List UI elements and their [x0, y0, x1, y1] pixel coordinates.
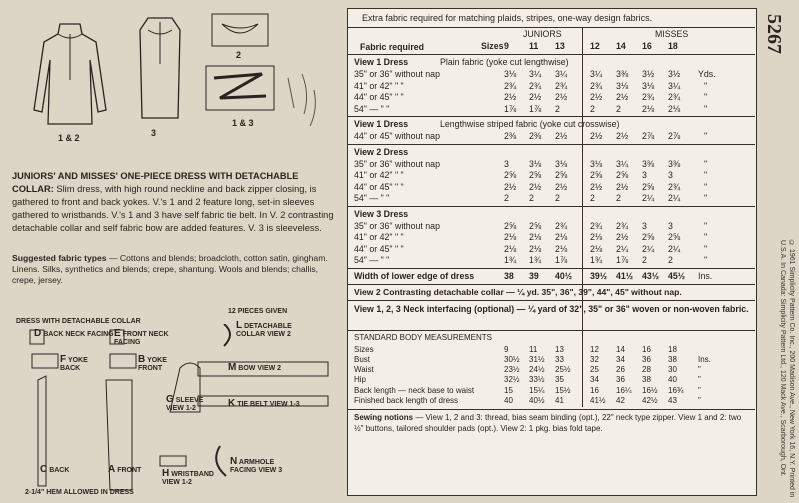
piece-letter-d: D: [34, 328, 42, 339]
piece-text-m: BOW VIEW 2: [238, 365, 282, 372]
ditto-mark: ": [704, 255, 708, 265]
value-cell: 2: [590, 193, 595, 203]
value-cell: 2½: [529, 92, 542, 102]
dress-sketch-3: [130, 14, 190, 124]
width-label: 35" or 36" without nap: [354, 69, 440, 79]
piece-label-l: [236, 322, 296, 339]
value-cell: 2⅝: [590, 170, 603, 180]
piece-label-a: [108, 466, 141, 475]
value-cell: 2⅝: [504, 170, 517, 180]
width-label: 41" or 42" " ": [354, 170, 404, 180]
value-cell: 1¾: [529, 255, 542, 265]
view-note: Plain fabric (yoke cut lengthwise): [440, 57, 569, 67]
body-unit: ": [698, 375, 701, 385]
piece-text-k: TIE BELT VIEW 1-3: [237, 401, 300, 408]
body-row-label: Finished back length of dress: [354, 396, 459, 405]
value-cell: 2¾: [590, 80, 603, 91]
juniors-label: JUNIORS: [523, 29, 562, 39]
value-cell: 2½: [529, 181, 542, 192]
body-unit: Ins.: [698, 354, 711, 364]
piece-text-n: ARMHOLE FACING VIEW 3: [230, 459, 283, 474]
width-lower-value: 39: [529, 270, 539, 281]
value-cell: 3¼: [616, 158, 629, 169]
body-value: 26: [616, 365, 625, 375]
body-measurements-title: STANDARD BODY MEASUREMENTS: [354, 332, 492, 342]
width-label: 41" or 42" " ": [354, 80, 404, 91]
view-title: View 2 Dress: [354, 146, 409, 157]
value-cell: 3¼: [668, 80, 681, 91]
description-title: JUNIORS' AND MISSES' ONE-PIECE DRESS WITH DETACHABLE COLLAR:: [12, 171, 299, 194]
value-cell: 3⅜: [616, 69, 629, 79]
piece-text-a: FRONT: [117, 467, 142, 474]
ditto-mark: ": [704, 92, 708, 102]
width-lower-value: 38: [504, 270, 514, 281]
value-cell: 2½: [590, 131, 603, 141]
value-cell: 1⅞: [616, 255, 629, 265]
width-label: 54" — " ": [354, 103, 390, 114]
ditto-mark: ": [704, 103, 708, 114]
body-value: 32: [590, 354, 599, 364]
value-cell: 3¼: [590, 69, 603, 79]
size-11: 11: [529, 41, 539, 51]
view-title: View 1 Dress: [354, 119, 409, 129]
value-cell: 2⅛: [590, 232, 603, 242]
value-cell: 2⅛: [590, 243, 603, 254]
chart-header-note: Extra fabric required for matching plaids, stripes, one-way design fabrics.: [362, 13, 653, 23]
body-value: 38: [642, 375, 651, 385]
body-value: 41½: [590, 396, 606, 405]
value-cell: 2⅜: [504, 131, 517, 141]
sewing-notions-label: Sewing notions: [354, 413, 414, 423]
view-title: View 1 Dress: [354, 57, 409, 67]
body-unit: ": [698, 385, 701, 395]
value-cell: 2⅞: [642, 131, 655, 141]
pieces-count: 12 PIECES GIVEN: [228, 308, 288, 315]
ditto-mark: ": [704, 232, 708, 242]
value-cell: 2⅛: [555, 232, 568, 242]
body-value: 30: [668, 365, 677, 375]
width-label: 44" or 45" " ": [354, 92, 404, 102]
value-cell: 2¼: [642, 193, 655, 203]
value-cell: 2½: [590, 181, 603, 192]
value-cell: 3: [642, 220, 647, 231]
value-cell: 1¾: [504, 255, 517, 265]
value-cell: 2⅝: [504, 220, 517, 231]
copyright-text: © 1961 Simplicity Pattern Co. Inc., 200 Madison Ave., New York 16, N.Y. Printed in U.S.A. In Canada: Simplicity Pattern Ltd., 120 Mack Ave., Scarborough, Ont.: [779, 240, 795, 498]
width-lower-value: 39½: [590, 270, 608, 281]
piece-letter-k: K: [228, 398, 236, 409]
body-value: 12: [590, 344, 599, 354]
piece-label-m: [228, 364, 328, 373]
size-18: 18: [668, 41, 678, 51]
piece-letter-a: A: [108, 464, 116, 475]
body-value: 42: [616, 396, 625, 405]
value-cell: 2⅛: [642, 103, 655, 114]
body-value: 15½: [555, 385, 571, 395]
value-cell: 2: [504, 193, 509, 203]
value-cell: 2⅛: [529, 243, 542, 254]
view-note: Lengthwise striped fabric (yoke cut crosswise): [440, 119, 620, 129]
value-cell: 1¾: [590, 255, 603, 265]
body-row-label: Waist: [354, 365, 374, 375]
value-cell: 2¼: [668, 193, 681, 203]
ditto-mark: ": [704, 158, 708, 169]
body-value: 36: [642, 354, 651, 364]
value-cell: 1⅞: [529, 103, 542, 114]
value-cell: 2½: [504, 92, 517, 102]
value-cell: 2½: [616, 181, 629, 192]
sewing-notions-text: — View 1, 2 and 3: thread, bias seam binding (opt.), 22" neck type zipper. View 1 and 2: two ½" buttons, tailored shoulder pads (opt.). View 2: 1 pkg. bias fold tape.: [354, 413, 742, 434]
width-lower-value: 41½: [616, 270, 634, 281]
width-label: 44" or 45" without nap: [354, 131, 440, 141]
value-cell: 3½: [668, 69, 681, 79]
description-body: Slim dress, with high round neckline and back zipper closing, is gathered to front and back yokes. V.'s 1 and 2 feature long, set-in sleeves gathered to wristbands. V.'s 1 and 3 have self fabric tie belt. In V. 2 contrasting detachable collar and self fabric bow are added features. V. 3 is sleeveless.: [12, 184, 334, 233]
pattern-number: 5267: [763, 14, 785, 54]
piece-text-h: WRISTBAND VIEW 1-2: [162, 471, 214, 486]
ditto-mark: ": [704, 220, 708, 231]
value-cell: 2½: [616, 131, 629, 141]
body-row-label: Sizes: [354, 344, 374, 354]
width-lower-value: 43½: [642, 270, 660, 281]
value-cell: 2⅛: [504, 243, 517, 254]
value-cell: 2½: [504, 181, 517, 192]
interfacing-line: View 1, 2, 3 Neck interfacing (optional) — ¼ yard of 32", 35" or 36" woven or non-woven fabric.: [354, 303, 749, 314]
ditto-mark: ": [704, 131, 708, 141]
value-cell: 2¾: [504, 80, 517, 91]
width-label: 54" — " ": [354, 193, 390, 203]
piece-label-d: [34, 330, 114, 339]
width-label: 41" or 42" " ": [354, 232, 404, 242]
value-cell: 3⅛: [555, 158, 568, 169]
width-lower-label: Width of lower edge of dress: [354, 270, 475, 281]
body-value: 33: [555, 354, 564, 364]
value-cell: 3⅛: [616, 80, 629, 91]
value-cell: 2⅝: [529, 170, 542, 180]
body-value: 18: [668, 344, 677, 354]
body-value: 38: [668, 354, 677, 364]
body-value: 40: [504, 396, 513, 405]
piece-letter-f: F: [60, 354, 67, 365]
value-cell: 2¾: [668, 92, 681, 102]
value-cell: 2⅝: [555, 170, 568, 180]
body-value: 42½: [642, 396, 658, 405]
size-13: 13: [555, 41, 565, 51]
body-value: 43: [668, 396, 677, 405]
piece-label-f: [60, 356, 100, 373]
value-cell: 2¾: [555, 80, 568, 91]
ditto-mark: ": [704, 170, 708, 180]
body-value: 32½: [504, 375, 520, 385]
fig-label-1-3: 1 & 3: [232, 118, 254, 128]
piece-letter-m: M: [228, 362, 237, 373]
ditto-mark: ": [704, 80, 708, 91]
piece-text-b: YOKE FRONT: [138, 357, 167, 372]
yds-label: Yds.: [698, 69, 716, 79]
value-cell: 2⅝: [642, 232, 655, 242]
width-lower-value: 45½: [668, 270, 686, 281]
dress-sketch-1-2: [30, 20, 110, 130]
value-cell: 2: [668, 255, 673, 265]
piece-text-e: FRONT NECK FACING: [114, 331, 169, 346]
width-lower-value: 40½: [555, 270, 573, 281]
body-value: 30½: [504, 354, 520, 364]
body-value: 16¼: [616, 385, 632, 395]
value-cell: 2: [529, 193, 534, 203]
fabric-chart: [347, 8, 757, 496]
value-cell: 2⅝: [668, 232, 681, 242]
fig-label-2: 2: [236, 50, 242, 60]
value-cell: 2¾: [616, 220, 629, 231]
value-cell: 2⅛: [529, 232, 542, 242]
piece-text-c: BACK: [49, 467, 70, 474]
piece-letter-l: L: [236, 320, 243, 331]
body-value: 23½: [504, 365, 520, 375]
piece-text-d: BACK NECK FACING: [43, 331, 114, 338]
body-value: 15: [504, 385, 513, 395]
value-cell: 2½: [555, 131, 568, 141]
value-cell: 3¼: [529, 69, 542, 79]
size-16: 16: [642, 41, 652, 51]
value-cell: 2½: [616, 232, 629, 242]
value-cell: 2⅝: [529, 220, 542, 231]
value-cell: 2½: [590, 92, 603, 102]
piece-letter-b: B: [138, 354, 146, 365]
value-cell: 2¼: [642, 243, 655, 254]
value-cell: 3⅛: [590, 158, 603, 169]
misses-label: MISSES: [655, 29, 689, 39]
body-value: 40½: [529, 396, 545, 405]
value-cell: 2⅝: [616, 170, 629, 180]
body-value: 28: [642, 365, 651, 375]
body-value: 11: [529, 344, 538, 354]
ditto-mark: ": [704, 243, 708, 254]
piece-label-h: [162, 470, 222, 487]
value-cell: 2½: [616, 92, 629, 102]
value-cell: 3: [504, 158, 509, 169]
ditto-mark: ": [704, 181, 708, 192]
value-cell: 2⅝: [642, 181, 655, 192]
ditto-mark: ": [704, 193, 708, 203]
value-cell: 2¾: [529, 80, 542, 91]
fabric-types-text: — Cottons and blends; broadcloth, cotton satin, gingham. Linens. Silks, synthetics and blends; crepe, shantung. Wools and blends; challis, crepe, jersey.: [12, 253, 328, 286]
body-value: 35: [555, 375, 564, 385]
value-cell: 2¾: [668, 181, 681, 192]
hem-note: 2-1/4" HEM ALLOWED IN DRESS: [25, 489, 134, 496]
value-cell: 3: [642, 170, 647, 180]
body-unit: ": [698, 396, 701, 405]
fabric-types: [12, 253, 338, 287]
value-cell: 2¾: [590, 220, 603, 231]
body-unit: ": [698, 365, 701, 375]
body-value: 31½: [529, 354, 545, 364]
value-cell: 2: [555, 103, 560, 114]
width-label: 44" or 45" " ": [354, 181, 404, 192]
size-9: 9: [504, 41, 509, 51]
value-cell: 2: [590, 103, 595, 114]
body-value: 25½: [555, 365, 571, 375]
value-cell: 2⅜: [529, 131, 542, 141]
body-value: 41: [555, 396, 564, 405]
body-value: 16: [590, 385, 599, 395]
body-value: 33½: [529, 375, 545, 385]
piece-letter-g: G: [166, 394, 174, 405]
sewing-notions: [354, 412, 750, 434]
value-cell: 2: [642, 255, 647, 265]
piece-label-c: [40, 466, 69, 475]
width-label: 35" or 36" without nap: [354, 220, 440, 231]
piece-letter-n: N: [230, 456, 238, 467]
body-value: 16¾: [668, 385, 684, 395]
value-cell: 2⅞: [668, 131, 681, 141]
value-cell: 3⅜: [668, 158, 681, 169]
value-cell: 2½: [555, 92, 568, 102]
value-cell: 3: [668, 170, 673, 180]
collar-line: View 2 Contrasting detachable collar — ¼ yd. 35", 36", 39", 44", 45" without nap.: [354, 286, 682, 297]
piece-letter-c: C: [40, 464, 48, 475]
width-label: 35" or 36" without nap: [354, 158, 440, 169]
piece-text-l: DETACHABLE COLLAR VIEW 2: [236, 323, 292, 338]
piece-label-k: [228, 400, 328, 409]
value-cell: 2: [555, 193, 560, 203]
collar-sketch-2: [210, 12, 270, 48]
belt-sketch-1-3: [204, 64, 276, 112]
piece-label-e: [114, 330, 194, 347]
piece-label-b: [138, 356, 178, 373]
value-cell: 3½: [642, 69, 655, 79]
left-panel: [0, 0, 345, 503]
body-value: 13: [555, 344, 564, 354]
width-label: 54" — " ": [354, 255, 390, 265]
value-cell: 2⅛: [555, 243, 568, 254]
value-cell: 2¾: [555, 220, 568, 231]
ins-label: Ins.: [698, 270, 713, 281]
value-cell: 2: [616, 193, 621, 203]
piece-letter-h: H: [162, 468, 170, 479]
piece-text-g: SLEEVE VIEW 1-2: [166, 397, 204, 412]
body-value: 14: [616, 344, 625, 354]
piece-label-n: [230, 458, 300, 475]
value-cell: 3¼: [555, 69, 568, 79]
body-value: 34: [616, 354, 625, 364]
body-value: 15¼: [529, 385, 545, 395]
piece-letter-e: E: [114, 328, 121, 339]
value-cell: 3⅛: [642, 80, 655, 91]
fabric-required-label: Fabric required: [360, 42, 425, 52]
description: [12, 170, 338, 235]
value-cell: 3⅛: [504, 69, 517, 79]
value-cell: 3⅜: [642, 158, 655, 169]
fabric-types-label: Suggested fabric types: [12, 253, 107, 263]
value-cell: 2⅛: [504, 232, 517, 242]
value-cell: 1⅞: [504, 103, 517, 114]
body-value: 40: [668, 375, 677, 385]
fig-label-3: 3: [151, 128, 157, 138]
value-cell: 3: [668, 220, 673, 231]
piece-label-g: [166, 396, 206, 413]
body-value: 9: [504, 344, 509, 354]
body-value: 25: [590, 365, 599, 375]
piece-text-f: YOKE BACK: [60, 357, 88, 372]
body-row-label: Back length — neck base to waist: [354, 385, 475, 395]
body-value: 24½: [529, 365, 545, 375]
body-value: 16: [642, 344, 651, 354]
handwritten-notes: [280, 70, 330, 140]
value-cell: 2¼: [616, 243, 629, 254]
body-value: 16½: [642, 385, 658, 395]
size-14: 14: [616, 41, 626, 51]
body-row-label: Bust: [354, 354, 371, 364]
pieces-title: DRESS WITH DETACHABLE COLLAR: [16, 318, 141, 325]
value-cell: 2½: [555, 181, 568, 192]
body-value: 36: [616, 375, 625, 385]
body-row-label: Hip: [354, 375, 367, 385]
value-cell: 2: [616, 103, 621, 114]
body-value: 34: [590, 375, 599, 385]
width-label: 44" or 45" " ": [354, 243, 404, 254]
size-12: 12: [590, 41, 600, 51]
view-title: View 3 Dress: [354, 208, 409, 219]
value-cell: 2¾: [642, 92, 655, 102]
sizes-label: Sizes: [481, 41, 504, 51]
value-cell: 2⅛: [668, 103, 681, 114]
value-cell: 3⅛: [529, 158, 542, 169]
fig-label-1-2: 1 & 2: [58, 133, 80, 143]
value-cell: 2¼: [668, 243, 681, 254]
value-cell: 1⅞: [555, 255, 568, 265]
